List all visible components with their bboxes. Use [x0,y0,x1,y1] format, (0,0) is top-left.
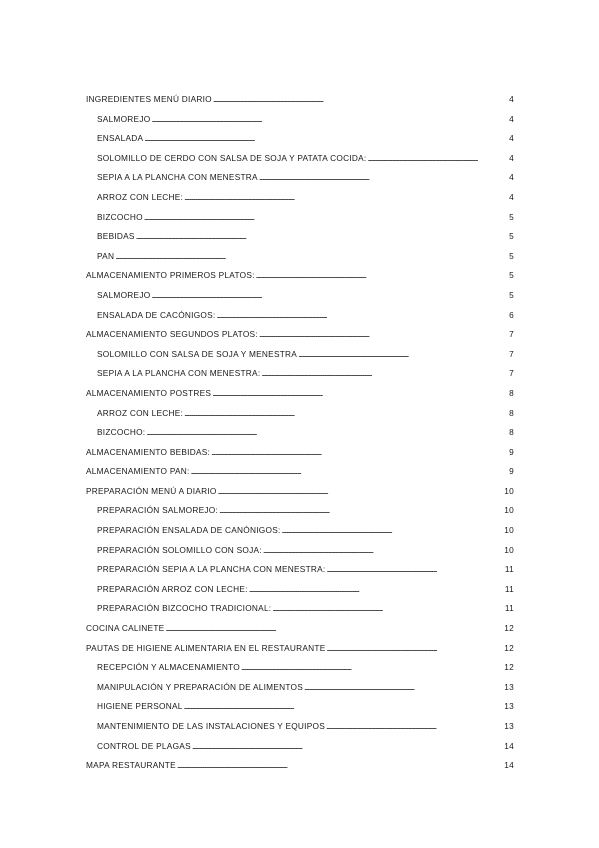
dot-leader [326,560,503,580]
toc-subentry[interactable] [86,227,514,247]
toc-page-number: 11 [504,564,514,575]
toc-entry-label: BIZCOCHO: [97,427,146,438]
table-of-contents [86,90,514,776]
toc-entry-label: MANTENIMIENTO DE LAS INSTALACIONES Y EQUIPOS [97,721,325,731]
toc-entry-label: BEBIDAS [97,231,135,242]
toc-entry-label: PREPARACIÓN ARROZ CON LECHE: [97,583,248,594]
toc-subentry[interactable] [86,247,514,267]
toc-entry-label: ALMACENAMIENTO PAN: [86,466,190,477]
dot-leader [212,384,508,404]
toc-entry[interactable] [86,90,514,110]
dot-leader [259,168,508,188]
toc-entry-label: ALMACENAMIENTO BEBIDAS: [86,446,211,457]
toc-subentry[interactable] [86,521,514,541]
toc-subentry[interactable] [86,541,514,561]
toc-entry-label: SEPIA A LA PLANCHA CON MENESTRA: [97,368,261,379]
toc-entry-label: PREPARACIÓN SALMOREJO: [97,505,219,516]
toc-page-number: 8 [509,407,514,418]
dot-leader [211,443,508,463]
toc-page-number: 4 [509,191,514,202]
dot-leader [327,639,504,659]
toc-page-number: 13 [504,701,514,712]
toc-subentry[interactable] [86,599,514,619]
dot-leader [115,247,508,267]
toc-page-number: 10 [504,485,514,496]
dot-leader [272,599,504,619]
toc-page-number: 8 [509,387,514,398]
toc-subentry[interactable] [86,110,514,130]
toc-entry[interactable] [86,266,514,286]
toc-entry-label: ALMACENAMIENTO SEGUNDOS PLATOS: [86,329,258,340]
toc-page-number: 5 [509,231,514,242]
toc-page-number: 13 [504,721,514,731]
dot-leader [241,658,503,678]
toc-page-number: 5 [509,289,514,300]
toc-entry[interactable] [86,482,514,502]
dot-leader [144,129,508,149]
toc-page-number: 11 [504,583,514,594]
toc-subentry[interactable] [86,501,514,521]
toc-page-number: 12 [504,623,514,634]
dot-leader [184,697,504,717]
toc-entry-label: ENSALADA [97,133,144,144]
toc-entry-label: SOLOMILLO DE CERDO CON SALSA DE SOJA Y PATATA COCIDA: [97,152,367,163]
toc-entry-label: INGREDIENTES MENÚ DIARIO [86,94,212,104]
dot-leader [184,404,508,424]
toc-subentry[interactable] [86,404,514,424]
toc-subentry[interactable] [86,306,514,326]
toc-page-number: 11 [504,603,514,614]
toc-subentry[interactable] [86,168,514,188]
dot-leader [177,756,503,776]
toc-page-number: 14 [504,740,514,751]
toc-subentry[interactable] [86,697,514,717]
dot-leader [144,208,508,228]
toc-subentry[interactable] [86,286,514,306]
dot-leader [218,482,504,502]
toc-page-number: 10 [504,525,514,536]
toc-page-number: 12 [504,642,514,653]
toc-entry-label: SOLOMILLO CON SALSA DE SOJA Y MENESTRA [97,348,298,359]
dot-leader [216,306,508,326]
toc-entry-label: ALMACENAMIENTO PRIMEROS PLATOS: [86,270,255,281]
toc-subentry[interactable] [86,423,514,443]
dot-leader [256,266,508,286]
dot-leader [213,90,508,110]
toc-entry-label: PREPARACIÓN SEPIA A LA PLANCHA CON MENESTRA: [97,564,326,575]
dot-leader [151,286,508,306]
toc-page-number: 7 [509,368,514,379]
dot-leader [219,501,503,521]
toc-entry-label: BIZCOCHO [97,211,143,222]
dot-leader [263,541,503,561]
dot-leader [165,619,503,639]
toc-entry-label: HIGIENE PERSONAL [97,701,183,712]
toc-subentry[interactable] [86,149,514,169]
toc-subentry[interactable] [86,658,514,678]
toc-page-number: 7 [509,329,514,340]
toc-page-number: 10 [504,505,514,516]
toc-entry-label: CONTROL DE PLAGAS [97,740,191,751]
toc-page-number: 4 [509,94,514,104]
toc-page-number: 9 [509,446,514,457]
toc-entry-label: SEPIA A LA PLANCHA CON MENESTRA [97,172,258,183]
dot-leader [192,737,503,757]
toc-page-number: 4 [509,172,514,183]
dot-leader [259,325,508,345]
toc-entry[interactable] [86,443,514,463]
dot-leader [249,580,504,600]
toc-page-number: 4 [509,113,514,124]
toc-page-number: 12 [504,662,514,673]
toc-entry-label: SALMOREJO [97,113,151,124]
dot-leader [282,521,504,541]
toc-entry[interactable] [86,639,514,659]
toc-entry-label: PAUTAS DE HIGIENE ALIMENTARIA EN EL RESTAURANTE [86,642,326,653]
toc-entry-label: ALMACENAMIENTO POSTRES [86,387,212,398]
toc-subentry[interactable] [86,737,514,757]
toc-page-number: 13 [504,681,514,692]
toc-entry-label: RECEPCIÓN Y ALMACENAMIENTO [97,662,240,673]
toc-subentry[interactable] [86,678,514,698]
toc-subentry[interactable] [86,345,514,365]
toc-entry-label: PREPARACIÓN MENÚ A DIARIO [86,485,217,496]
toc-subentry[interactable] [86,208,514,228]
toc-page-number: 10 [504,544,514,555]
dot-leader [367,149,508,169]
toc-entry[interactable] [86,384,514,404]
toc-entry-label: COCINA CALINETE [86,623,165,634]
toc-page-number: 5 [509,211,514,222]
dot-leader [298,345,508,365]
toc-entry-label: ARROZ CON LECHE: [97,191,184,202]
toc-entry-label: MANIPULACIÓN Y PREPARACIÓN DE ALIMENTOS [97,681,304,692]
toc-entry-label: PREPARACIÓN BIZCOCHO TRADICIONAL: [97,603,272,614]
toc-subentry[interactable] [86,580,514,600]
toc-page-number: 4 [509,152,514,163]
toc-subentry[interactable] [86,560,514,580]
dot-leader [191,462,509,482]
toc-page-number: 6 [509,309,514,320]
toc-page-number: 4 [509,133,514,144]
dot-leader [261,364,508,384]
toc-subentry[interactable] [86,129,514,149]
toc-page-number: 7 [509,348,514,359]
toc-subentry[interactable] [86,364,514,384]
dot-leader [304,678,503,698]
toc-entry[interactable] [86,619,514,639]
toc-page-number: 5 [509,270,514,281]
toc-subentry[interactable] [86,188,514,208]
toc-entry-label: SALMOREJO [97,289,151,300]
toc-entry-label: PREPARACIÓN ENSALADA DE CANÓNIGOS: [97,525,281,536]
toc-page-number: 8 [509,427,514,438]
dot-leader [146,423,508,443]
toc-page-number: 9 [509,466,514,477]
toc-entry-label: PREPARACIÓN SOLOMILLO CON SOJA: [97,544,262,555]
toc-entry-label: ENSALADA DE CACÓNIGOS: [97,309,216,320]
toc-subentry[interactable] [86,717,514,737]
toc-entry-label: ARROZ CON LECHE: [97,407,184,418]
toc-entry[interactable] [86,756,514,776]
toc-page-number: 5 [509,250,514,261]
dot-leader [326,717,503,737]
toc-page-number: 14 [504,760,514,771]
toc-entry-label: MAPA RESTAURANTE [86,760,176,771]
toc-entry-label: PAN [97,250,115,261]
toc-entry[interactable] [86,462,514,482]
dot-leader [151,110,508,130]
dot-leader [184,188,508,208]
dot-leader [136,227,508,247]
toc-entry[interactable] [86,325,514,345]
